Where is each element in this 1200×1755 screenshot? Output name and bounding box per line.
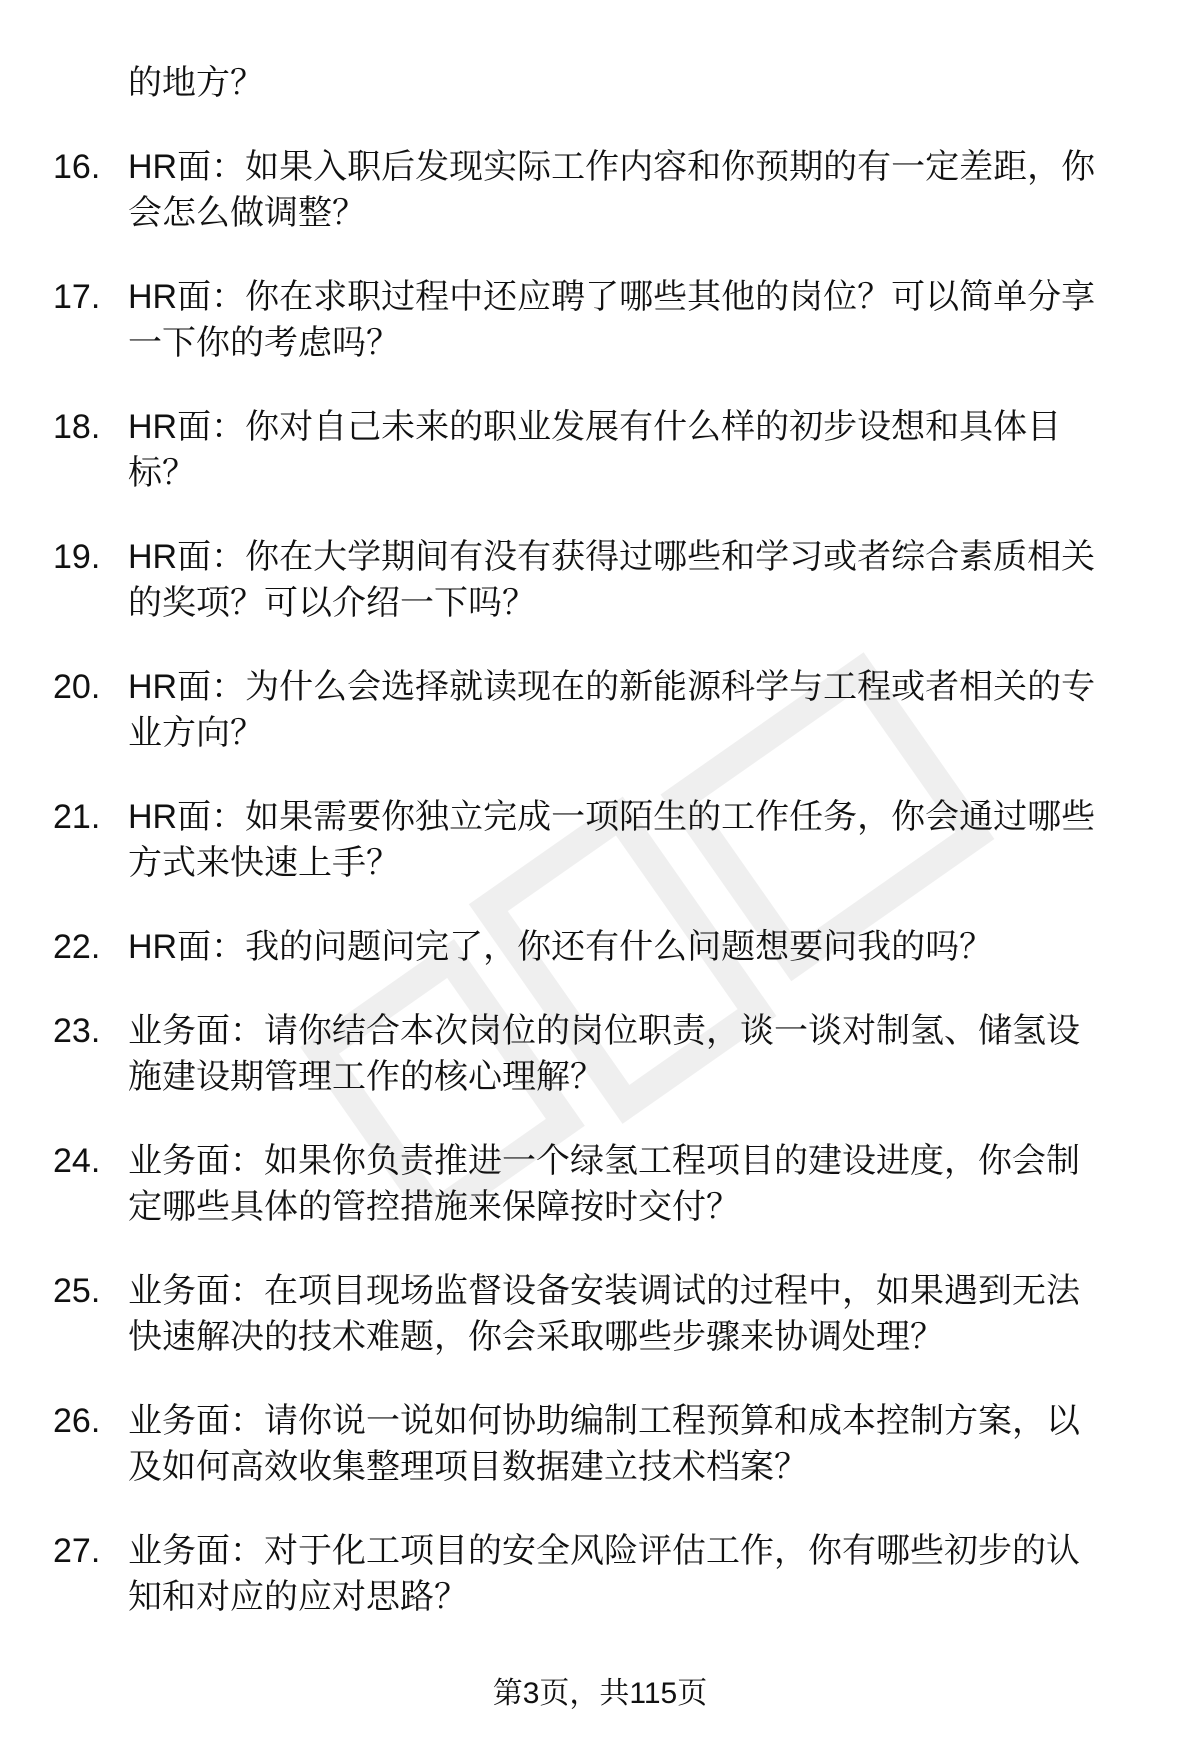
question-item (0, 664, 1200, 756)
question-text-line: 施建设期管理工作的核心理解？ (128, 1058, 604, 1096)
question-text-line: HR面：你对自己未来的职业发展有什么样的初步设想和具体目 (128, 408, 1062, 446)
question-item (0, 1528, 1200, 1620)
question-item (0, 924, 1200, 970)
question-text-line: HR面：你在求职过程中还应聘了哪些其他的岗位？可以简单分享 (128, 278, 1096, 316)
question-number: 26. (53, 1402, 101, 1440)
question-text-line: 业方向？ (128, 714, 264, 752)
question-text-line: 知和对应的应对思路？ (128, 1578, 468, 1616)
question-item (0, 404, 1200, 496)
document-body (0, 60, 1200, 1620)
question-item (0, 144, 1200, 236)
question-text-line: HR面：你在大学期间有没有获得过哪些和学习或者综合素质相关 (128, 538, 1096, 576)
question-number: 18. (53, 408, 101, 446)
page-number: 第3页，共115页 (492, 1677, 708, 1710)
continued-question-text: 的地方？ (128, 64, 264, 102)
question-number: 21. (53, 798, 101, 836)
question-text-line: HR面：如果需要你独立完成一项陌生的工作任务，你会通过哪些 (128, 798, 1096, 836)
question-text-line: 方式来快速上手？ (128, 844, 400, 882)
question-text-line: 一下你的考虑吗？ (128, 324, 400, 362)
question-number: 19. (53, 538, 101, 576)
question-item (0, 1268, 1200, 1360)
question-number: 17. (53, 278, 101, 316)
question-number: 27. (53, 1532, 101, 1570)
question-text-line: 的奖项？可以介绍一下吗？ (128, 584, 536, 622)
question-text-line: HR面：如果入职后发现实际工作内容和你预期的有一定差距，你 (128, 148, 1096, 186)
question-text-line: HR面：为什么会选择就读现在的新能源科学与工程或者相关的专 (128, 668, 1096, 706)
question-item (0, 1398, 1200, 1490)
question-text-line: 业务面：在项目现场监督设备安装调试的过程中，如果遇到无法 (128, 1272, 1080, 1310)
question-number: 24. (53, 1142, 101, 1180)
question-text-line: 业务面：对于化工项目的安全风险评估工作，你有哪些初步的认 (128, 1532, 1080, 1570)
question-text-line: 业务面：如果你负责推进一个绿氢工程项目的建设进度，你会制 (128, 1142, 1080, 1180)
question-text-line: 会怎么做调整？ (128, 194, 366, 232)
question-item (0, 1008, 1200, 1100)
question-item (0, 274, 1200, 366)
question-item (0, 1138, 1200, 1230)
question-text-line: HR面：我的问题问完了，你还有什么问题想要问我的吗？ (128, 928, 994, 966)
question-number: 22. (53, 928, 101, 966)
question-text-line: 及如何高效收集整理项目数据建立技术档案？ (128, 1448, 808, 1486)
question-number: 23. (53, 1012, 101, 1050)
question-number: 20. (53, 668, 101, 706)
question-item (0, 794, 1200, 886)
question-text-line: 业务面：请你说一说如何协助编制工程预算和成本控制方案，以 (128, 1402, 1080, 1440)
question-text-line: 快速解决的技术难题，你会采取哪些步骤来协调处理？ (128, 1318, 944, 1356)
question-item (0, 534, 1200, 626)
question-number: 25. (53, 1272, 101, 1310)
question-text-line: 定哪些具体的管控措施来保障按时交付？ (128, 1188, 740, 1226)
question-number: 16. (53, 148, 101, 186)
question-text-line: 业务面：请你结合本次岗位的岗位职责，谈一谈对制氢、储氢设 (128, 1012, 1080, 1050)
question-text-line: 标？ (128, 454, 196, 492)
